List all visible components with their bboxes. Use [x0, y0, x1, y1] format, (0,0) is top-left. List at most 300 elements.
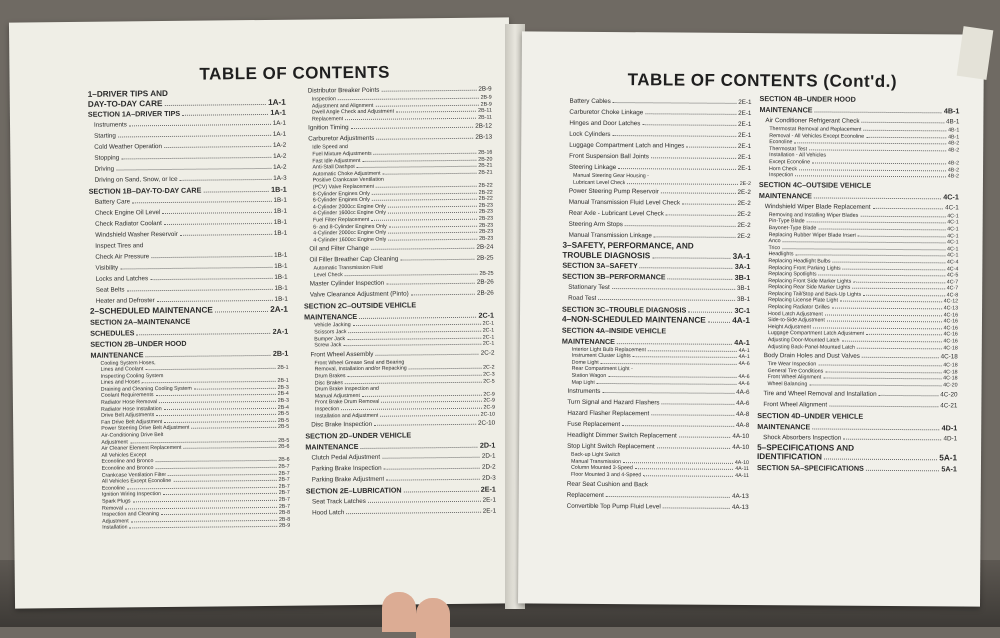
leader-dots	[151, 256, 272, 258]
toc-entry-label: Fuel Filter Replacement	[313, 216, 370, 224]
toc-entry-label: Automatic Choke Adjustment	[312, 170, 381, 178]
toc-page-number: 4B-2	[948, 140, 960, 147]
toc-entry-label: Station Wagon	[571, 372, 607, 380]
toc-entry-label: Replacing Rubber Wiper Blade Insert	[768, 231, 857, 239]
toc-page-number: 2D-3	[482, 474, 496, 482]
thumb	[382, 592, 416, 632]
toc-entry-label: Front Wheel Alignment	[767, 374, 822, 381]
toc-entry-label: Front Wheel Alignment	[763, 400, 828, 409]
toc-entry-label: Inspection	[311, 96, 336, 103]
toc-page-number: 2B-12	[475, 122, 493, 131]
leader-dots	[146, 354, 271, 356]
toc-page-number: 2B-3	[277, 384, 289, 391]
toc-page-number: 2B-23	[478, 208, 493, 216]
leader-dots	[155, 467, 276, 469]
toc-entry-label: All Vehicles Except Econoline	[101, 478, 172, 485]
toc-entry-label: Inspection	[314, 406, 340, 413]
toc-column-left-2	[302, 84, 497, 519]
toc-page-number: 1A-1	[267, 97, 286, 107]
leader-dots	[782, 248, 945, 250]
leader-dots	[349, 331, 481, 333]
leader-dots	[863, 130, 946, 132]
leader-dots	[663, 507, 730, 508]
toc-entry-label: Stopping	[94, 154, 120, 162]
toc-entry-label: SECTION 1A–DRIVER TIPS	[87, 108, 181, 119]
right-page	[518, 31, 984, 606]
leader-dots	[156, 394, 276, 396]
leader-dots	[840, 301, 942, 303]
toc-entry-label: Automatic Transmission Fluid	[313, 265, 383, 272]
toc-page-number: 2B-25	[476, 254, 494, 263]
toc-entry-label: Scissors Jack	[314, 329, 347, 336]
toc-entry-label: Headlights	[768, 251, 794, 258]
toc-entry-label: Inspection	[768, 172, 794, 179]
toc-entry-label: Replacing Tail/Stop and Back-Up Lights	[768, 290, 862, 298]
leader-dots	[386, 479, 480, 481]
toc-page-number: 4C-1	[946, 252, 959, 259]
toc-page-number: 2B-20	[478, 156, 493, 163]
leader-dots	[400, 259, 474, 261]
toc-entry-label: Turn Signal and Hazard Flashers	[567, 398, 660, 407]
leader-dots	[608, 376, 736, 378]
toc-entry-label: Shock Absorbers Inspection	[763, 433, 842, 442]
toc-entry-label: Screw Jack	[314, 342, 342, 349]
toc-entry-label: Bumper Jack	[314, 335, 346, 343]
toc-entry-label: Instruments	[93, 121, 127, 129]
toc-entry-label: Parking Brake Inspection	[311, 464, 382, 473]
toc-page-number: 2B-1	[277, 378, 289, 385]
toc-page-number: 1B-1	[274, 262, 288, 270]
toc-page-number: 2B-23	[478, 228, 494, 235]
toc-entry-label: Adjustment and Alignment	[311, 102, 374, 110]
toc-entry-label: Valve Clearance Adjustment (Pinto)	[309, 290, 409, 299]
toc-entry-label: SECTION 4B–UNDER HOOD	[759, 94, 856, 104]
toc-page-number: 3B-1	[736, 285, 751, 293]
toc-page-number: 4C-1	[945, 204, 959, 212]
toc-page-number: 4A-6	[738, 373, 750, 381]
leader-dots	[125, 506, 277, 509]
toc-page-number: 2B-23	[478, 215, 494, 222]
leader-dots	[133, 500, 277, 503]
toc-page-number: 2E-1	[738, 98, 752, 106]
toc-page-number: 2C-5	[483, 378, 495, 385]
leader-dots	[708, 322, 731, 323]
leader-dots	[794, 142, 946, 144]
leader-dots	[168, 473, 276, 475]
toc-entry-label: Fast Idle Adjustment	[312, 157, 361, 165]
toc-page-number: 2B-9	[478, 85, 492, 93]
leader-dots	[388, 232, 477, 234]
toc-entry-label: Inspection and Cleaning	[102, 511, 159, 518]
toc-page-number: 4B-2	[947, 160, 960, 167]
leader-dots	[116, 168, 271, 171]
toc-page-number: 2B-7	[278, 463, 290, 470]
leader-dots	[155, 460, 276, 462]
toc-entry-label: Vehicle Jacking	[314, 322, 351, 329]
leader-dots	[622, 425, 734, 427]
toc-page-number: 4C-1	[947, 226, 959, 233]
leader-dots	[145, 368, 275, 370]
toc-entry-label: TROUBLE DIAGNOSIS	[562, 250, 651, 260]
leader-dots	[819, 275, 945, 277]
toc-entry-label: Visibility	[95, 264, 119, 272]
leader-dots	[381, 90, 476, 92]
toc-page-number: 4B-1	[948, 133, 960, 141]
toc-page-number: 4C-1	[947, 239, 959, 246]
leader-dots	[164, 421, 276, 423]
toc-page-number: 2B-22	[478, 189, 493, 196]
toc-entry-label: Height Adjustment	[767, 323, 811, 331]
toc-entry-label: Tire Wear Inspection	[767, 361, 817, 368]
leader-dots	[388, 238, 477, 240]
leader-dots	[809, 149, 946, 151]
leader-dots	[372, 192, 477, 194]
toc-entry-label: Instrument Cluster Lights	[571, 353, 631, 360]
toc-entry-label: Seat Track Latches	[311, 498, 366, 506]
toc-page-number: 2E-1	[482, 507, 497, 515]
toc-entry-label: Manual Transmission Linkage	[568, 231, 652, 240]
leader-dots	[643, 475, 733, 477]
toc-page-number: 4B-1	[943, 106, 960, 116]
leader-dots	[371, 248, 475, 250]
toc-entry-label: Anco	[768, 238, 781, 245]
toc-entry-label: Heater and Defroster	[95, 297, 155, 305]
leader-dots	[131, 520, 277, 523]
toc-entry-label: Front Wheel Grease Seal and Bearing	[314, 359, 405, 367]
toc-entry-label: Pin-Type Blade	[768, 218, 805, 225]
toc-entry-label: Tire and Wheel Removal and Installation	[763, 389, 877, 398]
leader-dots	[374, 153, 476, 155]
toc-page-number: 2D-2	[481, 463, 496, 471]
leader-dots	[194, 388, 276, 390]
toc-page-number: 4A-6	[736, 389, 750, 397]
toc-entry-label: 4–NON-SCHEDULED MAINTENANCE	[561, 314, 706, 325]
leader-dots	[118, 135, 271, 138]
leader-dots	[338, 98, 479, 100]
toc-entry-label: Carburetor Adjustments	[308, 135, 375, 143]
leader-dots	[357, 166, 476, 168]
toc-entry-label: Replacing Radiator Grilles	[768, 304, 830, 311]
toc-entry-label: Air Cleaner Element Replacement	[101, 445, 182, 452]
toc-page-number: 2B-16	[478, 149, 493, 156]
page-title-continued: TABLE OF CONTENTS (Cont'd.)	[627, 70, 898, 92]
toc-page-number: 5A-1	[939, 453, 958, 463]
toc-page-number: 4C-16	[943, 325, 958, 332]
leader-dots	[688, 312, 732, 313]
toc-page-number: 2B-1	[277, 364, 289, 371]
toc-entry-label: Ignition Timing	[308, 124, 349, 132]
toc-entry-label: Check Engine Oil Level	[94, 209, 161, 217]
toc-entry-label: Cooling System Hoses,	[100, 359, 156, 367]
toc-entry-label: Thermostat Test	[769, 145, 808, 153]
toc-page-number: 2B-21	[478, 169, 493, 176]
toc-entry-label: Instruments	[567, 387, 601, 396]
toc-page-number: 2C-2	[480, 349, 495, 357]
leader-dots	[382, 457, 480, 459]
leader-dots	[180, 234, 272, 236]
leader-dots	[814, 197, 941, 199]
toc-page-number: 4B-1	[948, 127, 960, 134]
leader-dots	[597, 383, 737, 385]
toc-entry-label: Spark Plugs	[101, 498, 131, 505]
toc-entry-label: Adjustment	[102, 518, 129, 525]
toc-page-number: 2E-1	[738, 120, 752, 128]
leader-dots	[164, 223, 272, 225]
leader-dots	[645, 113, 736, 115]
toc-entry-label: SECTION 4C–OUTSIDE VEHICLE	[758, 179, 872, 190]
toc-page-number: 2B-9	[480, 101, 492, 108]
leader-dots	[818, 365, 941, 367]
leader-dots	[832, 308, 942, 310]
leader-dots	[343, 344, 480, 346]
toc-entry-label: Rear Axle - Lubricant Level Check	[568, 209, 664, 218]
leader-dots	[359, 317, 476, 319]
leader-dots	[150, 278, 272, 280]
leader-dots	[799, 169, 946, 171]
leader-dots	[606, 496, 730, 498]
toc-entry-label: Positive Crankcase Ventilation	[312, 177, 384, 184]
leader-dots	[396, 111, 476, 113]
leader-dots	[173, 480, 276, 482]
toc-page-number: 2E-2	[737, 211, 751, 219]
toc-entry-label: SECTION 1B–DAY-TO-DAY CARE	[88, 185, 202, 196]
toc-page-number: 2D-1	[481, 452, 496, 460]
toc-entry-label: Dome Light	[571, 359, 599, 366]
toc-entry-label: Thermostat Removal and Replacement	[769, 126, 862, 133]
toc-page-number: 2C-10	[480, 411, 496, 418]
toc-column-left-1	[88, 88, 291, 532]
toc-entry-label: Back-up Light Switch	[571, 451, 621, 459]
toc-page-number: 2B-5	[278, 437, 290, 444]
leader-dots	[613, 135, 736, 137]
leader-dots	[812, 162, 946, 164]
toc-entry-label: Convertible Top Pump Fluid Level	[566, 502, 661, 510]
toc-entry-label: Wheel Balancing	[767, 381, 808, 388]
leader-dots	[795, 175, 946, 177]
toc-entry-label: Fuse Replacement	[567, 420, 621, 429]
toc-page-number: 2B-23	[479, 235, 494, 242]
toc-page-number: 4C-1	[947, 213, 959, 220]
toc-page-number: 2C-9	[483, 391, 495, 398]
toc-page-number: 2C-1	[482, 327, 495, 334]
toc-page-number: 4C-18	[943, 369, 958, 376]
leader-dots	[823, 378, 941, 380]
toc-entry-label: Headlight Dimmer Switch Replacement	[567, 431, 677, 440]
toc-page-number: 2B-5	[277, 424, 290, 431]
toc-page-number: 4A-10	[732, 433, 750, 441]
leader-dots	[858, 235, 945, 237]
toc-entry-label: MAINTENANCE	[90, 349, 144, 360]
leader-dots	[182, 114, 268, 116]
toc-page-number: 1B-1	[273, 218, 288, 226]
toc-entry	[306, 506, 496, 519]
leader-dots	[157, 300, 273, 302]
toc-page-number: 2B-23	[478, 222, 494, 229]
leader-dots	[654, 237, 735, 239]
toc-entry-label: Hood Latch	[312, 509, 345, 517]
toc-page-number: 2B-22	[478, 195, 493, 202]
toc-entry-label: Manual Adjustment	[314, 392, 360, 400]
toc-entry-label: Lubricant Level Check	[572, 179, 626, 186]
toc-entry-label: Horn Check	[769, 165, 798, 172]
toc-page-number: 1A-2	[273, 163, 287, 171]
toc-page-number: 2E-2	[739, 180, 751, 187]
toc-entry-label: Econoline	[769, 139, 793, 146]
toc-entry-label: Dwell Angle Check and Adjustment	[311, 108, 395, 116]
leader-dots	[409, 368, 481, 370]
toc-entry-label: All Vehicles Except	[101, 452, 147, 459]
toc-entry-label: 1–DRIVER TIPS AND	[87, 88, 168, 99]
toc-page-number: 1A-3	[273, 174, 287, 182]
toc-page-number: 2B-26	[476, 279, 494, 287]
leader-dots	[657, 448, 731, 450]
toc-page-number: 1B-1	[274, 251, 288, 259]
toc-entry-label: Clutch Pedal Adjustment	[311, 453, 381, 462]
toc-page-number: 4C-20	[943, 382, 958, 389]
toc-page-number: 1A-1	[270, 107, 286, 117]
toc-page-number: 4A-1	[734, 337, 750, 347]
left-page	[9, 17, 515, 608]
toc-page-number: 2B-26	[476, 290, 494, 298]
leader-dots	[679, 437, 731, 438]
toc-page-number: 2E-1	[737, 142, 752, 150]
toc-entry-label: Power Steering Pump Reservoir	[568, 187, 659, 196]
toc-entry-label: Radiator Hose Removal	[100, 399, 158, 406]
toc-page-number: 2B-25	[479, 270, 494, 277]
toc-page-number: 2B-7	[278, 496, 290, 503]
toc-entry-label: Carburetor Choke Linkage	[569, 108, 644, 117]
toc-entry-label: MAINTENANCE	[305, 442, 359, 452]
leader-dots	[215, 311, 268, 313]
toc-entry-label: Hood Latch Adjustment	[768, 310, 823, 318]
leader-dots	[635, 469, 733, 471]
leader-dots	[411, 294, 475, 296]
toc-page-number: 4C-12	[943, 298, 959, 305]
leader-dots	[345, 118, 476, 120]
toc-entry-label: Lock Cylinders	[569, 130, 611, 139]
toc-entry	[757, 462, 957, 474]
leader-dots	[651, 157, 736, 159]
leader-dots	[120, 267, 272, 270]
leader-dots	[829, 405, 938, 407]
toc-entry-label: Bayonet-Type Blade	[768, 225, 817, 232]
toc-page-number: 4C-1	[947, 219, 959, 226]
toc-entry-label: Lines and Coolant	[100, 366, 144, 373]
toc-entry-label: SECTION 2C–OUTSIDE VEHICLE	[303, 300, 417, 312]
toc-page-number: 2B-7	[278, 503, 291, 510]
toc-column-right-2	[757, 93, 960, 474]
toc-page-number: 1B-1	[271, 184, 287, 194]
leader-dots	[371, 219, 477, 221]
toc-page-number: 4A-1	[738, 347, 750, 354]
toc-page-number: 4C-7	[946, 285, 959, 292]
leader-dots	[824, 459, 937, 461]
leader-dots	[404, 491, 479, 493]
toc-entry-label: Oil and Filter Change	[309, 245, 369, 253]
toc-entry-label: Luggage Compartment Latch Adjustment	[767, 330, 865, 338]
toc-entry-label: Ignition Wiring Inspection	[101, 491, 162, 499]
toc-page-number: 2B-9	[480, 94, 492, 101]
leader-dots	[686, 147, 736, 148]
leader-dots	[618, 168, 735, 170]
toc-entry-label: MAINTENANCE	[304, 312, 358, 323]
toc-page-number: 2B-3	[277, 397, 289, 404]
toc-entry-label: SECTION 3C–TROUBLE DIAGNOSIS	[562, 304, 687, 315]
toc-page-number: 2E-2	[737, 200, 751, 208]
toc-page-number: 2C-10	[477, 419, 496, 427]
leader-dots	[866, 334, 941, 336]
toc-entry-label: Crankcase Ventilation Filter	[101, 471, 167, 479]
toc-entry-label: Replacement	[311, 115, 344, 123]
toc-entry-label: Windshield Washer Reservoir	[95, 230, 178, 239]
toc-entry-label: Oil Filler Breather Cap Cleaning	[309, 255, 399, 264]
toc-entry-label: Air-Conditioning Drive Belt	[101, 432, 164, 439]
leader-dots	[381, 401, 481, 403]
leader-dots	[662, 404, 735, 406]
leader-dots	[184, 447, 277, 449]
leader-dots	[368, 501, 481, 503]
toc-page-number: 2B-7	[278, 476, 290, 484]
toc-page-number: 3A-1	[734, 262, 751, 272]
toc-entry-label: Inspect Tires and	[95, 242, 144, 250]
toc-entry-label: Draining and Cleaning Cooling System	[100, 385, 192, 393]
toc-page-number: 1B-1	[273, 207, 287, 215]
leader-dots	[164, 103, 266, 105]
leader-dots	[627, 183, 737, 185]
leader-dots	[602, 392, 734, 394]
leader-dots	[164, 408, 276, 410]
leader-dots	[661, 193, 736, 195]
toc-page-number: 2A-1	[272, 326, 289, 336]
leader-dots	[121, 157, 271, 160]
toc-page-number: 4C-21	[940, 401, 958, 410]
toc-entry-label: Road Test	[568, 294, 597, 303]
toc-entry-label: 2–SCHEDULED MAINTENANCE	[89, 305, 213, 316]
toc-entry-label: Anti-Stall Dashpot	[312, 164, 355, 171]
toc-page-number: 2B-11	[478, 107, 492, 114]
leader-dots	[841, 341, 941, 343]
leader-dots	[132, 201, 271, 203]
toc-page-number: 2E-2	[737, 222, 751, 230]
leader-dots	[809, 384, 941, 386]
toc-page-number: 4C-1	[946, 246, 959, 253]
toc-entry-label: SCHEDULES	[90, 327, 135, 338]
toc-entry-label: Check Air Pressure	[95, 253, 150, 261]
toc-page-number: 1A-1	[272, 130, 287, 138]
toc-page-number: 4C-20	[940, 390, 958, 399]
toc-page-number: 4C-1	[947, 232, 959, 239]
leader-dots	[833, 261, 945, 263]
toc-page-number: 2C-9	[483, 404, 496, 411]
toc-page-number: 2B-9	[278, 523, 291, 530]
toc-entry-label: Stop Light Switch Replacement	[567, 442, 655, 451]
toc-page-number: 4C-4	[946, 259, 959, 266]
leader-dots	[361, 447, 478, 449]
leader-dots	[353, 324, 481, 326]
toc-page-number: 4C-18	[943, 344, 958, 352]
leader-dots	[827, 321, 942, 323]
toc-entry-label: 6-Cylinder Engines Only	[312, 196, 370, 204]
toc-entry-label: Replacing Front Side Marker Lights	[768, 277, 852, 285]
toc-page-number: 4A-13	[731, 503, 749, 511]
toc-entry-label: (PCV) Valve Replacement	[312, 183, 375, 191]
toc-page-number: 4A-6	[738, 360, 750, 367]
leader-dots	[376, 138, 473, 140]
toc-entry-label: 3–SAFETY, PERFORMANCE, AND	[562, 240, 694, 251]
toc-page-number: 3B-1	[736, 296, 751, 304]
leader-dots	[843, 438, 941, 440]
finger	[416, 598, 450, 638]
